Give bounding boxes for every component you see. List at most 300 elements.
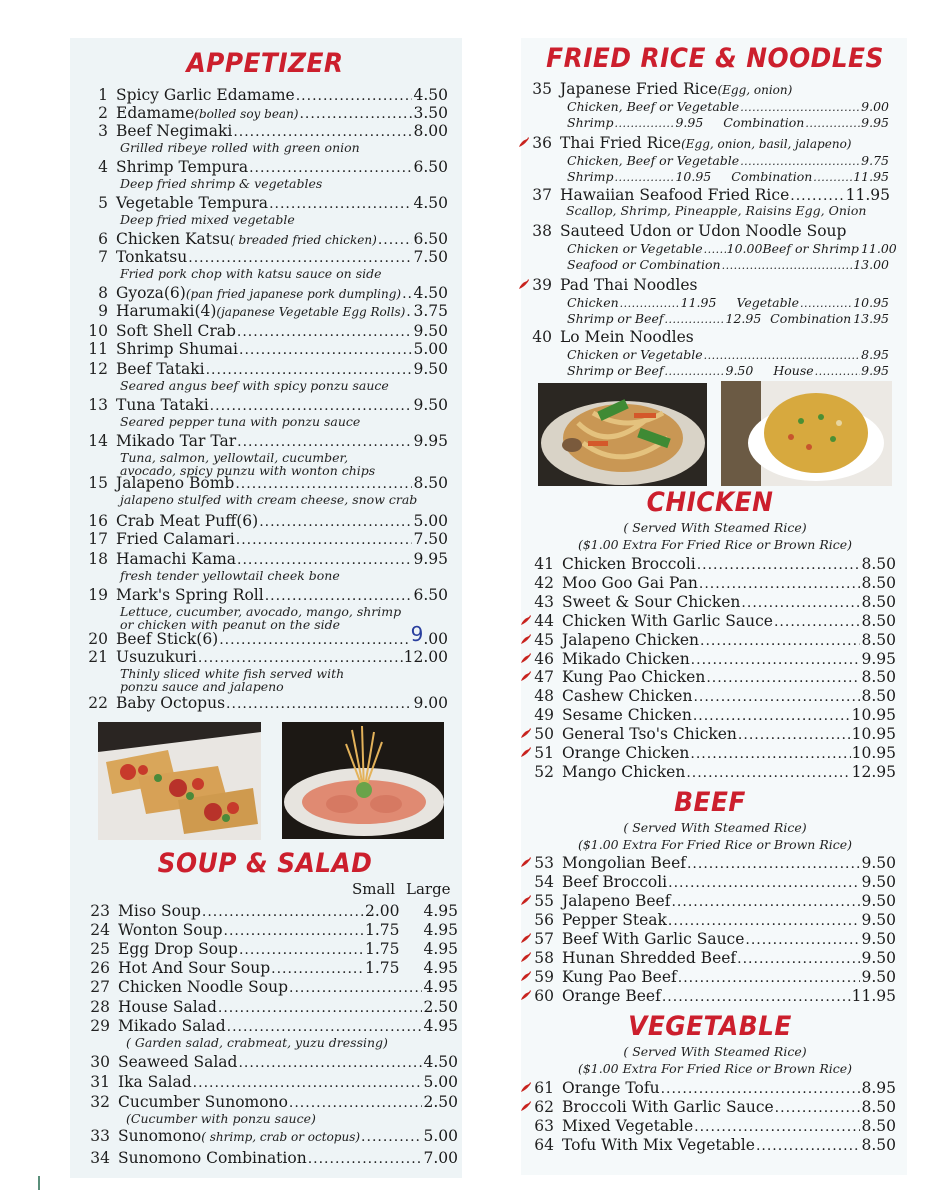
vegetable-heading: VEGETABLE bbox=[628, 1011, 792, 1042]
item-price: 8.50 bbox=[861, 630, 896, 649]
item-description: Deep fried shrimp & vegetables bbox=[120, 176, 323, 191]
item-name: Beef Stick(6) bbox=[116, 630, 219, 648]
item-name: Crab Meat Puff(6) bbox=[116, 512, 259, 530]
beef-heading: BEEF bbox=[674, 787, 746, 818]
dot-leader bbox=[210, 397, 413, 415]
item-description: jalapeno stulfed with cream cheese, snow crab bbox=[120, 492, 418, 507]
dot-leader bbox=[271, 960, 364, 978]
item-price: .00 bbox=[423, 630, 448, 648]
dot-leader bbox=[238, 1054, 422, 1072]
item-number: 61 bbox=[534, 1079, 554, 1097]
dot-leader bbox=[813, 170, 852, 185]
item-price: 9.50 bbox=[861, 854, 896, 872]
option-price: 9.00 bbox=[861, 99, 889, 114]
dot-leader bbox=[237, 551, 412, 569]
menu-item-row bbox=[518, 987, 896, 1007]
item-price: 9.50 bbox=[861, 911, 896, 929]
item-number: 64 bbox=[534, 1135, 554, 1154]
dot-leader bbox=[694, 1118, 860, 1136]
option-label: Beef or Shrimp bbox=[762, 241, 859, 256]
dot-leader bbox=[704, 348, 861, 363]
item-description: Tuna, salmon, yellowtail, cucumber, bbox=[120, 450, 349, 465]
dot-leader bbox=[308, 1150, 423, 1168]
option-price: 13.00 bbox=[853, 257, 889, 272]
option-price: 10.00 bbox=[726, 241, 763, 256]
item-price-large: 4.95 bbox=[423, 902, 458, 920]
chili-pepper-icon bbox=[518, 727, 532, 745]
dot-leader bbox=[193, 1074, 423, 1092]
dot-leader bbox=[738, 726, 851, 744]
chili-pepper-icon bbox=[518, 970, 532, 988]
item-number: 32 bbox=[90, 1093, 110, 1111]
item-name: Thai Fried Rice bbox=[560, 134, 682, 152]
item-number: 52 bbox=[534, 762, 554, 781]
menu-item-row bbox=[86, 158, 448, 177]
item-description: Scallop, Shrimp, Pineapple, Raisins Egg, Onion bbox=[566, 203, 867, 218]
dot-leader bbox=[740, 154, 860, 169]
item-number: 50 bbox=[534, 725, 554, 744]
item-price: 9.95 bbox=[861, 649, 896, 668]
dot-leader bbox=[668, 912, 861, 930]
item-name: Ika Salad bbox=[118, 1073, 192, 1091]
menu-item-row bbox=[86, 902, 458, 921]
item-note: (pan fried japanese pork dumpling) bbox=[185, 287, 402, 301]
menu-item-row bbox=[86, 104, 448, 123]
menu-item-row bbox=[86, 1053, 458, 1072]
item-price: 2.50 bbox=[423, 1093, 458, 1111]
item-name: Mark's Spring Roll bbox=[116, 586, 264, 604]
item-name: Chicken With Garlic Sauce bbox=[562, 611, 773, 630]
menu-item-row bbox=[86, 474, 448, 493]
item-price: 5.00 bbox=[423, 1127, 458, 1145]
menu-item-row bbox=[518, 1117, 896, 1136]
item-name: Seaweed Salad bbox=[118, 1053, 238, 1071]
chili-pepper-icon bbox=[518, 951, 532, 969]
item-name: Tonkatsu bbox=[116, 248, 188, 266]
item-description: Lettuce, cucumber, avocado, mango, shrimp bbox=[120, 604, 402, 619]
item-price: 8.50 bbox=[413, 474, 448, 492]
item-number: 30 bbox=[90, 1053, 110, 1071]
item-name: Mongolian Beef bbox=[562, 854, 686, 872]
chili-pepper-icon bbox=[516, 136, 530, 154]
menu-item-row bbox=[86, 530, 448, 549]
item-price: 12.95 bbox=[851, 762, 896, 781]
item-price: 9.95 bbox=[413, 432, 448, 450]
item-price: 4.95 bbox=[423, 1017, 458, 1035]
item-number: 43 bbox=[534, 592, 554, 611]
option-price: 9.75 bbox=[861, 153, 889, 168]
option-label: Chicken, Beef or Vegetable bbox=[567, 99, 740, 114]
item-number: 10 bbox=[88, 322, 108, 340]
beef-sub2: ($1.00 Extra For Fried Rice or Brown Rice) bbox=[577, 837, 853, 852]
item-name: Fried Calamari bbox=[116, 530, 235, 548]
item-name: Gyoza(6) bbox=[116, 284, 186, 302]
item-note: (japanese Vegetable Egg Rolls) bbox=[216, 305, 406, 319]
menu-item-row bbox=[518, 668, 896, 688]
dot-leader bbox=[741, 594, 860, 612]
item-name: Japanese Fried Rice bbox=[560, 80, 718, 98]
menu-item-row bbox=[518, 1098, 896, 1118]
item-price: 5.00 bbox=[413, 512, 448, 530]
soup-col-large: Large bbox=[406, 880, 451, 898]
item-price: 9.50 bbox=[861, 930, 896, 948]
item-name: Cucumber Sunomono bbox=[118, 1093, 288, 1111]
chili-pepper-icon bbox=[518, 856, 532, 874]
item-price: 8.95 bbox=[861, 1079, 896, 1097]
item-number: 13 bbox=[88, 396, 108, 414]
item-note: (Egg, onion, basil, jalapeno) bbox=[681, 137, 852, 151]
dot-leader bbox=[668, 874, 860, 892]
menu-item-row bbox=[86, 1017, 458, 1036]
handwritten-price-correction: 9 bbox=[410, 622, 424, 646]
item-name: Orange Beef bbox=[562, 987, 661, 1005]
item-name: Sesame Chicken bbox=[562, 706, 692, 725]
item-price: 3.75 bbox=[413, 302, 448, 320]
dot-leader bbox=[296, 87, 413, 105]
item-name: Shrimp Shumai bbox=[116, 340, 238, 358]
item-number: 41 bbox=[534, 555, 554, 573]
item-name: Sunomono bbox=[118, 1127, 202, 1145]
dot-leader bbox=[706, 669, 860, 687]
dot-leader bbox=[756, 1137, 861, 1155]
menu-item-row bbox=[518, 687, 896, 706]
dot-leader bbox=[693, 707, 851, 725]
dot-leader bbox=[678, 969, 861, 987]
item-name: Wonton Soup bbox=[118, 921, 223, 939]
menu-item-row bbox=[518, 892, 896, 912]
item-price: 3.50 bbox=[413, 104, 448, 122]
item-name: Kung Pao Beef bbox=[562, 968, 677, 986]
item-name: Orange Chicken bbox=[562, 744, 690, 762]
dot-leader bbox=[699, 575, 861, 593]
option-price: 12.95 bbox=[725, 311, 762, 326]
menu-item-row bbox=[518, 949, 896, 969]
item-number: 42 bbox=[534, 573, 554, 592]
menu-item-row bbox=[86, 921, 458, 940]
menu-item-row bbox=[86, 978, 458, 997]
menu-item-row bbox=[86, 432, 448, 451]
dot-leader bbox=[665, 312, 725, 327]
item-price: 8.50 bbox=[861, 1116, 896, 1135]
item-price-large: 4.95 bbox=[423, 959, 458, 977]
item-description: fresh tender yellowtail cheek bone bbox=[120, 568, 340, 583]
item-number: 28 bbox=[90, 998, 110, 1016]
item-name: Orange Tofu bbox=[562, 1079, 660, 1097]
item-price: 6.50 bbox=[413, 586, 448, 604]
option-price: 11.95 bbox=[680, 295, 717, 310]
item-number: 58 bbox=[534, 949, 554, 967]
item-description: Grilled ribeye rolled with green onion bbox=[120, 140, 360, 155]
item-price: 8.50 bbox=[861, 1135, 896, 1154]
item-number: 46 bbox=[534, 649, 554, 668]
option-label: Shrimp bbox=[567, 169, 614, 184]
item-price-small: 2.00 bbox=[364, 902, 400, 920]
chili-pepper-icon bbox=[518, 1081, 532, 1099]
item-name: Lo Mein Noodles bbox=[560, 328, 694, 346]
price-option-line bbox=[567, 363, 889, 379]
option-price: 9.50 bbox=[725, 363, 754, 378]
menu-item-row bbox=[518, 1136, 896, 1155]
option-price: 10.95 bbox=[675, 169, 712, 184]
dot-leader bbox=[236, 531, 413, 549]
item-price: 4.95 bbox=[423, 978, 458, 996]
chili-pepper-icon bbox=[518, 633, 532, 651]
item-price-large: 4.95 bbox=[423, 921, 458, 939]
item-name: Edamame bbox=[116, 104, 195, 122]
item-number: 63 bbox=[534, 1116, 554, 1135]
menu-item-row bbox=[518, 1079, 896, 1099]
option-price: 8.95 bbox=[861, 347, 889, 362]
item-name: Hamachi Kama bbox=[116, 550, 237, 568]
option-price: 11.00 bbox=[860, 241, 897, 256]
vegetable-sub2: ($1.00 Extra For Fried Rice or Brown Rice) bbox=[577, 1061, 853, 1076]
item-price: 8.50 bbox=[861, 1097, 896, 1116]
item-price: 9.50 bbox=[861, 873, 896, 891]
menu-item-row bbox=[86, 648, 448, 667]
item-name: Cashew Chicken bbox=[562, 687, 693, 706]
menu-item-row bbox=[516, 222, 888, 240]
item-price: 10.95 bbox=[851, 725, 896, 744]
menu-item-row bbox=[516, 328, 888, 346]
item-number: 2 bbox=[98, 104, 108, 122]
dot-leader bbox=[661, 1080, 861, 1098]
price-option-line bbox=[567, 241, 897, 257]
menu-item-row bbox=[518, 930, 896, 950]
price-option-line bbox=[567, 257, 889, 273]
item-name: Sunomono Combination bbox=[118, 1149, 307, 1167]
item-name: Shrimp Tempura bbox=[116, 158, 249, 176]
item-price: 8.50 bbox=[861, 555, 896, 573]
item-description: Deep fried mixed vegetable bbox=[120, 212, 295, 227]
option-price: 9.95 bbox=[861, 363, 889, 378]
menu-item-row bbox=[518, 593, 896, 612]
dot-leader bbox=[299, 105, 412, 123]
item-price: 9.50 bbox=[861, 949, 896, 967]
item-name: Chicken Noodle Soup bbox=[118, 978, 289, 996]
option-label: Shrimp bbox=[567, 115, 614, 130]
item-price: 9.50 bbox=[861, 892, 896, 910]
fried-rice-noodles-heading: FRIED RICE & NOODLES bbox=[546, 43, 884, 74]
item-description: or chicken with peanut on the side bbox=[120, 617, 341, 632]
price-option-line bbox=[567, 311, 889, 327]
item-number: 31 bbox=[90, 1073, 110, 1091]
item-number: 21 bbox=[88, 648, 108, 666]
item-number: 11 bbox=[88, 340, 108, 358]
option-label: Shrimp or Beef bbox=[567, 363, 664, 378]
chili-pepper-icon bbox=[518, 746, 532, 764]
option-label: Chicken or Vegetable bbox=[567, 241, 703, 256]
item-number: 45 bbox=[534, 630, 554, 649]
item-number: 57 bbox=[534, 930, 554, 948]
dot-leader bbox=[259, 513, 412, 531]
item-name: Usuzukuri bbox=[116, 648, 197, 666]
item-description: (Cucumber with ponzu sauce) bbox=[126, 1111, 316, 1126]
dot-leader bbox=[269, 195, 412, 213]
menu-item-row bbox=[86, 396, 448, 415]
dot-leader bbox=[722, 258, 853, 273]
item-note: (bolled soy bean) bbox=[194, 107, 299, 121]
item-description: Seared pepper tuna with ponzu sauce bbox=[120, 414, 361, 429]
item-number: 37 bbox=[532, 186, 552, 204]
menu-item-row bbox=[518, 725, 896, 745]
price-option-line bbox=[567, 169, 889, 185]
item-description: avocado, spicy punzu with wonton chips bbox=[120, 463, 376, 478]
option-label: Chicken or Vegetable bbox=[567, 347, 703, 362]
beef-sub1: ( Served With Steamed Rice) bbox=[623, 820, 807, 835]
item-number: 1 bbox=[98, 86, 108, 104]
item-number: 20 bbox=[88, 630, 108, 648]
dot-leader bbox=[745, 931, 860, 949]
menu-item-row bbox=[86, 194, 448, 213]
item-name: Kung Pao Chicken bbox=[562, 668, 706, 687]
item-name: Mikado Tar Tar bbox=[116, 432, 237, 450]
item-price: 2.50 bbox=[423, 998, 458, 1016]
item-number: 6 bbox=[98, 230, 108, 248]
item-name: General Tso's Chicken bbox=[562, 725, 737, 744]
item-name: Mango Chicken bbox=[562, 762, 686, 781]
item-name: Hawaiian Seafood Fried Rice bbox=[560, 186, 790, 204]
soup-col-small: Small bbox=[352, 880, 396, 898]
item-name: Mikado Chicken bbox=[562, 649, 690, 668]
item-number: 16 bbox=[88, 512, 108, 530]
dot-leader bbox=[406, 303, 412, 321]
dot-leader bbox=[614, 170, 674, 185]
item-price: 8.50 bbox=[861, 668, 896, 687]
menu-item-row bbox=[86, 1149, 458, 1168]
dot-leader bbox=[237, 433, 412, 451]
option-label: House bbox=[773, 363, 814, 378]
menu-item-row bbox=[86, 550, 448, 569]
item-price: 12.00 bbox=[403, 648, 448, 666]
option-price: 10.95 bbox=[853, 295, 889, 310]
item-name: Sauteed Udon or Udon Noodle Soup bbox=[560, 222, 847, 240]
menu-item-row bbox=[86, 998, 458, 1017]
dot-leader bbox=[239, 341, 412, 359]
item-number: 55 bbox=[534, 892, 554, 910]
option-label: Combination bbox=[723, 115, 805, 130]
menu-item-row bbox=[516, 276, 888, 296]
menu-item-row bbox=[86, 1093, 458, 1112]
item-description: ponzu sauce and jalapeno bbox=[120, 679, 284, 694]
item-price: 8.50 bbox=[861, 573, 896, 592]
option-label: Seafood or Combination bbox=[567, 257, 721, 272]
item-price: 9.95 bbox=[413, 550, 448, 568]
menu-item-row bbox=[86, 122, 448, 141]
dot-leader bbox=[671, 893, 860, 911]
item-name: Jalapeno Beef bbox=[562, 892, 671, 910]
dot-leader bbox=[198, 649, 403, 667]
dot-leader bbox=[237, 323, 413, 341]
item-price: 4.50 bbox=[413, 194, 448, 212]
item-name: House Salad bbox=[118, 998, 217, 1016]
dot-leader bbox=[402, 285, 412, 303]
chicken-sub1: ( Served With Steamed Rice) bbox=[623, 520, 807, 535]
option-label: Chicken bbox=[567, 295, 619, 310]
chili-pepper-icon bbox=[518, 932, 532, 950]
item-number: 56 bbox=[534, 911, 554, 929]
item-description: Fried pork chop with katsu sauce on side bbox=[120, 266, 382, 281]
menu-item-row bbox=[86, 512, 448, 531]
item-number: 4 bbox=[98, 158, 108, 176]
dot-leader bbox=[226, 695, 412, 713]
item-name: Beef Tataki bbox=[116, 360, 205, 378]
item-note: (Egg, onion) bbox=[717, 83, 793, 97]
item-name: Beef Negimaki bbox=[116, 122, 233, 140]
item-number: 35 bbox=[532, 80, 552, 98]
item-name: Hot And Sour Soup bbox=[118, 959, 271, 977]
price-option-line bbox=[567, 115, 889, 131]
dot-leader bbox=[206, 361, 413, 379]
appetizer-heading: APPETIZER bbox=[186, 48, 344, 79]
menu-item-row bbox=[518, 854, 896, 874]
option-price: 13.95 bbox=[853, 311, 889, 326]
menu-item-row bbox=[518, 650, 896, 670]
item-price: 11.95 bbox=[845, 186, 890, 204]
item-price: 8.50 bbox=[861, 592, 896, 611]
item-name: Miso Soup bbox=[118, 902, 201, 920]
menu-item-row bbox=[86, 360, 448, 379]
item-number: 8 bbox=[98, 284, 108, 302]
soup-salad-heading: SOUP & SALAD bbox=[157, 848, 373, 879]
dot-leader bbox=[265, 587, 413, 605]
item-price: 5.00 bbox=[413, 340, 448, 358]
price-option-line bbox=[567, 99, 889, 115]
item-name: Pad Thai Noodles bbox=[560, 276, 698, 294]
dot-leader bbox=[239, 941, 364, 959]
item-name: Moo Goo Gai Pan bbox=[562, 573, 698, 592]
dot-leader bbox=[737, 950, 860, 968]
menu-item-row bbox=[518, 706, 896, 725]
item-name: Jalapeno Chicken bbox=[562, 630, 700, 649]
item-name: Harumaki(4) bbox=[116, 302, 217, 320]
item-price: 6.50 bbox=[413, 230, 448, 248]
item-number: 25 bbox=[90, 940, 110, 958]
item-name: Broccoli With Garlic Sauce bbox=[562, 1097, 774, 1116]
option-price: 11.95 bbox=[853, 169, 889, 184]
dot-leader bbox=[693, 688, 860, 706]
item-number: 59 bbox=[534, 968, 554, 986]
menu-item-row bbox=[86, 694, 448, 713]
item-name: Vegetable Tempura bbox=[116, 194, 269, 212]
noodle-photo-udon bbox=[538, 383, 707, 486]
menu-item-row bbox=[518, 968, 896, 988]
menu-item-row bbox=[86, 940, 458, 959]
item-price: 9.50 bbox=[861, 968, 896, 986]
price-option-line bbox=[567, 153, 889, 169]
item-name: Mixed Vegetable bbox=[562, 1116, 694, 1135]
chili-pepper-icon bbox=[518, 652, 532, 670]
chili-pepper-icon bbox=[518, 894, 532, 912]
item-number: 19 bbox=[88, 586, 108, 604]
item-price: 11.95 bbox=[851, 987, 896, 1005]
option-label: Shrimp or Beef bbox=[567, 311, 664, 326]
item-name: Hunan Shredded Beef bbox=[562, 949, 737, 967]
dot-leader bbox=[697, 556, 861, 574]
price-option-line bbox=[567, 295, 889, 311]
item-number: 22 bbox=[88, 694, 108, 712]
menu-item-row bbox=[86, 230, 448, 249]
item-number: 15 bbox=[88, 474, 108, 492]
dot-leader bbox=[227, 1018, 423, 1036]
item-number: 60 bbox=[534, 987, 554, 1005]
item-price-small: 1.75 bbox=[364, 959, 400, 977]
dot-leader bbox=[662, 988, 851, 1006]
dot-leader bbox=[224, 922, 364, 940]
item-number: 51 bbox=[534, 744, 554, 762]
dot-leader bbox=[218, 999, 423, 1017]
item-number: 14 bbox=[88, 432, 108, 450]
menu-item-row bbox=[518, 574, 896, 593]
